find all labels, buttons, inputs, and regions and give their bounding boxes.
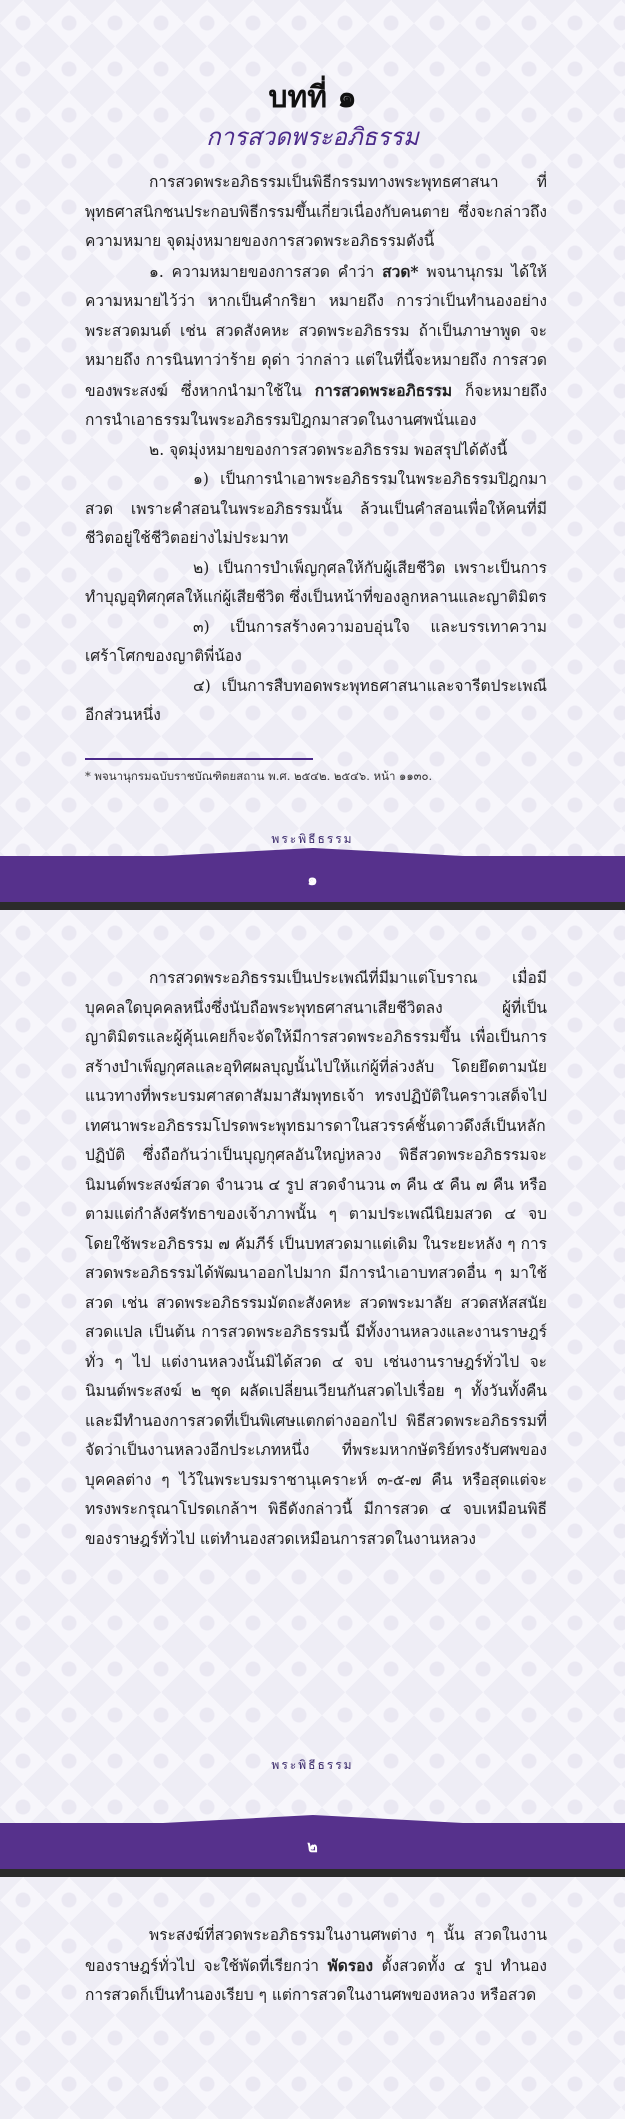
footer-tab (163, 1815, 463, 1823)
page-1 (0, 0, 625, 856)
page-3-paragraph (85, 1921, 547, 2011)
page-number: ๑ (307, 870, 318, 889)
page-2-paragraph: การสวดพระอภิธรรมเป็นประเพณีที่มีมาแต่โบราณ เมื่อมีบุคคลใดบุคคลหนึ่งซึ่งนับถือพระพุทธศาสนาเสียชีวิตลง ผู้ที่เป็นญาติมิตรและผู้คุ้นเคยก็จะจัดให้มีการสวดพระอภิธรรมขึ้น เพื่อเป็นการสร้างบำเพ็ญกุศลและอุทิศผลบุญนั้นไปให้แก่ผู้ที่ล่วงลับ โดยยึดตามนัยแนวทางที่พระบรมศาสดาสัมมาสัมพุทธเจ้า ทรงปฏิบัติในคราวเสด็จไปเทศนาพระอภิธรรมโปรดพระพุทธมารดาในสวรรค์ชั้นดาวดึงส์เป็นหลักปฏิบัติ ซึ่งถือกันว่าเป็นบุญกุศลอันใหญ่หลวง พิธีสวดพระอภิธรรมจะนิมนต์พระสงฆ์สวด จำนวน ๔ รูป สวดจำนวน ๓ คืน ๕ คืน ๗ คืน หรือตามแต่กำลังศรัทธาของเจ้าภาพนั้น ๆ ตามประเพณีนิยมสวด ๔ จบ โดยใช้พระอภิธรรม ๗ คัมภีร์ เป็นบทสวดมาแต่เดิม ในระยะหลัง ๆ การสวดพระอภิธรรมได้พัฒนาออกไปมาก มีการนำเอาบทสวดอื่น ๆ มาใช้สวด เช่น สวดพระอภิธรรมมัตถะสังคหะ สวดพระมาลัย สวดสหัสสนัย สวดแปล เป็นต้น การสวดพระอภิธรรมนี้ มีทั้งงานหลวงและงานราษฎร์ทั่ว ๆ ไป แต่งานหลวงนั้นมิได้สวด ๔ จบ เช่นงานราษฎร์ทั่วไป จะนิมนต์พระสงฆ์ ๒ ชุด ผลัดเปลี่ยนเวียนกันสวดไปเรื่อย ๆ ทั้งวันทั้งคืน และมีทำนองการสวดที่เป็นพิเศษแตกต่างออกไป พิธีสวดพระอภิธรรมที่จัดว่าเป็นงานหลวงอีกประเภทหนึ่ง ที่พระมหากษัตริย์ทรงรับศพของบุคคลต่าง ๆ ไว้ในพระบรมราชานุเคราะห์ ๓-๕-๗ คืน หรือสุดแต่จะทรงพระกรุณาโปรดเกล้าฯ พิธีดังกล่าวนี้ มีการสวด ๔ จบเหมือนพิธีของราษฎร์ทั่วไป แต่ทำนองสวดเหมือนการสวดในงานหลวง (85, 969, 547, 1548)
page-3-prefix: พระสงฆ์ที่สวดพระอภิธรรมในงานศพต่าง ๆ นั้น สวดในงานของราษฎร์ทั่วไป จะใช้พัดที่เรียกว่า (85, 1926, 547, 1975)
page-3-body (85, 1921, 547, 2011)
item-1-paragraph (85, 257, 547, 436)
item-2-paragraph: ๒. จุดมุ่งหมายของการสวดพระอภิธรรม พอสรุปได้ดังนี้ (149, 440, 508, 459)
footnote-divider (85, 758, 313, 760)
sub-item-4: ๔) เป็นการสืบทอดพระพุทธศาสนาและจารีตประเพณีอีกส่วนหนึ่ง (85, 676, 547, 724)
footer-label: พระพิธีธรรม (271, 1758, 354, 1772)
item-1-mid: พจนานุกรม ได้ให้ความหมายไว้ว่า หากเป็นคำกริยา หมายถึง การว่าเป็นทำนองอย่างพระสวดมนต์ เช่น สวดสังคหะ สวดพระอภิธรรม ถ้าเป็นภาษาพูด จะหมายถึง การนินทาว่าร้าย ดุด่า ว่ากล่าว แต่ในที่นี้จะหมายถึง การสวดของพระสงฆ์ ซึ่งหากนำมาใช้ใน (85, 262, 547, 400)
item-1-bold-phrase: การสวดพระอภิธรรม (314, 380, 453, 400)
page-3-suffix: ตั้งสวดทั้ง ๔ รูป ทำนองการสวดก็เป็นทำนองเรียบ ๆ แต่การสวดในงานศพของหลวง หรือสวด (85, 1956, 547, 2004)
footer-label: พระพิธีธรรม (271, 832, 354, 846)
page-2-body (85, 964, 547, 1554)
page-divider (0, 1869, 625, 1877)
footer-bar (0, 856, 625, 902)
chapter-title: บทที่ ๑ (268, 80, 357, 115)
page-number: ๒ (307, 1837, 318, 1856)
footer-tab (163, 848, 463, 856)
sub-item-3: ๓) เป็นการสร้างความอบอุ่นใจ และบรรเทาความเศร้าโศกของญาติพี่น้อง (85, 617, 547, 665)
footer-2 (0, 1823, 625, 1869)
page-2 (0, 910, 625, 1823)
chapter-subtitle: การสวดพระอภิธรรม (206, 123, 419, 151)
page-3 (0, 1877, 625, 2119)
item-1-suffix: ก็จะหมายถึง การนำเอาธรรมในพระอภิธรรมปิฎกมาสวดในงานศพนั่นเอง (85, 381, 547, 429)
footer-bar (0, 1823, 625, 1869)
intro-paragraph: การสวดพระอภิธรรมเป็นพิธีกรรมทางพระพุทธศาสนา ที่พุทธศาสนิกชนประกอบพิธีกรรมขึ้นเกี่ยวเนื่องกับคนตาย ซึ่งจะกล่าวถึงความหมาย จุดมุ่งหมายของการสวดพระอภิธรรมดังนี้ (85, 173, 547, 250)
footnote: * พจนานุกรมฉบับราชบัณฑิตยสถาน พ.ศ. ๒๕๔๒. ๒๕๔๖. หน้า ๑๑๓๐. (85, 769, 433, 783)
footer-1 (0, 856, 625, 902)
page-3-bold: พัดรอง (327, 1955, 374, 1975)
item-1-prefix: ๑. ความหมายของการสวด คำว่า (149, 262, 375, 281)
sub-item-1: ๑) เป็นการนำเอาพระอภิธรรมในพระอภิธรรมปิฎกมาสวด เพราะคำสอนในพระอภิธรรมนั้น ล้วนเป็นคำสอนเพื่อให้คนที่มีชีวิตอยู่ใช้ชีวิตอย่างไม่ประมาท (85, 470, 547, 547)
item-1-bold-word: สวด* (382, 261, 419, 281)
page-1-body (85, 168, 547, 731)
page-divider (0, 902, 625, 910)
sub-item-2: ๒) เป็นการบำเพ็ญกุศลให้กับผู้เสียชีวิต เพราะเป็นการทำบุญอุทิศกุศลให้แก่ผู้เสียชีวิต ซึ่งเป็นหน้าที่ของลูกหลานและญาติมิตร (85, 558, 547, 606)
